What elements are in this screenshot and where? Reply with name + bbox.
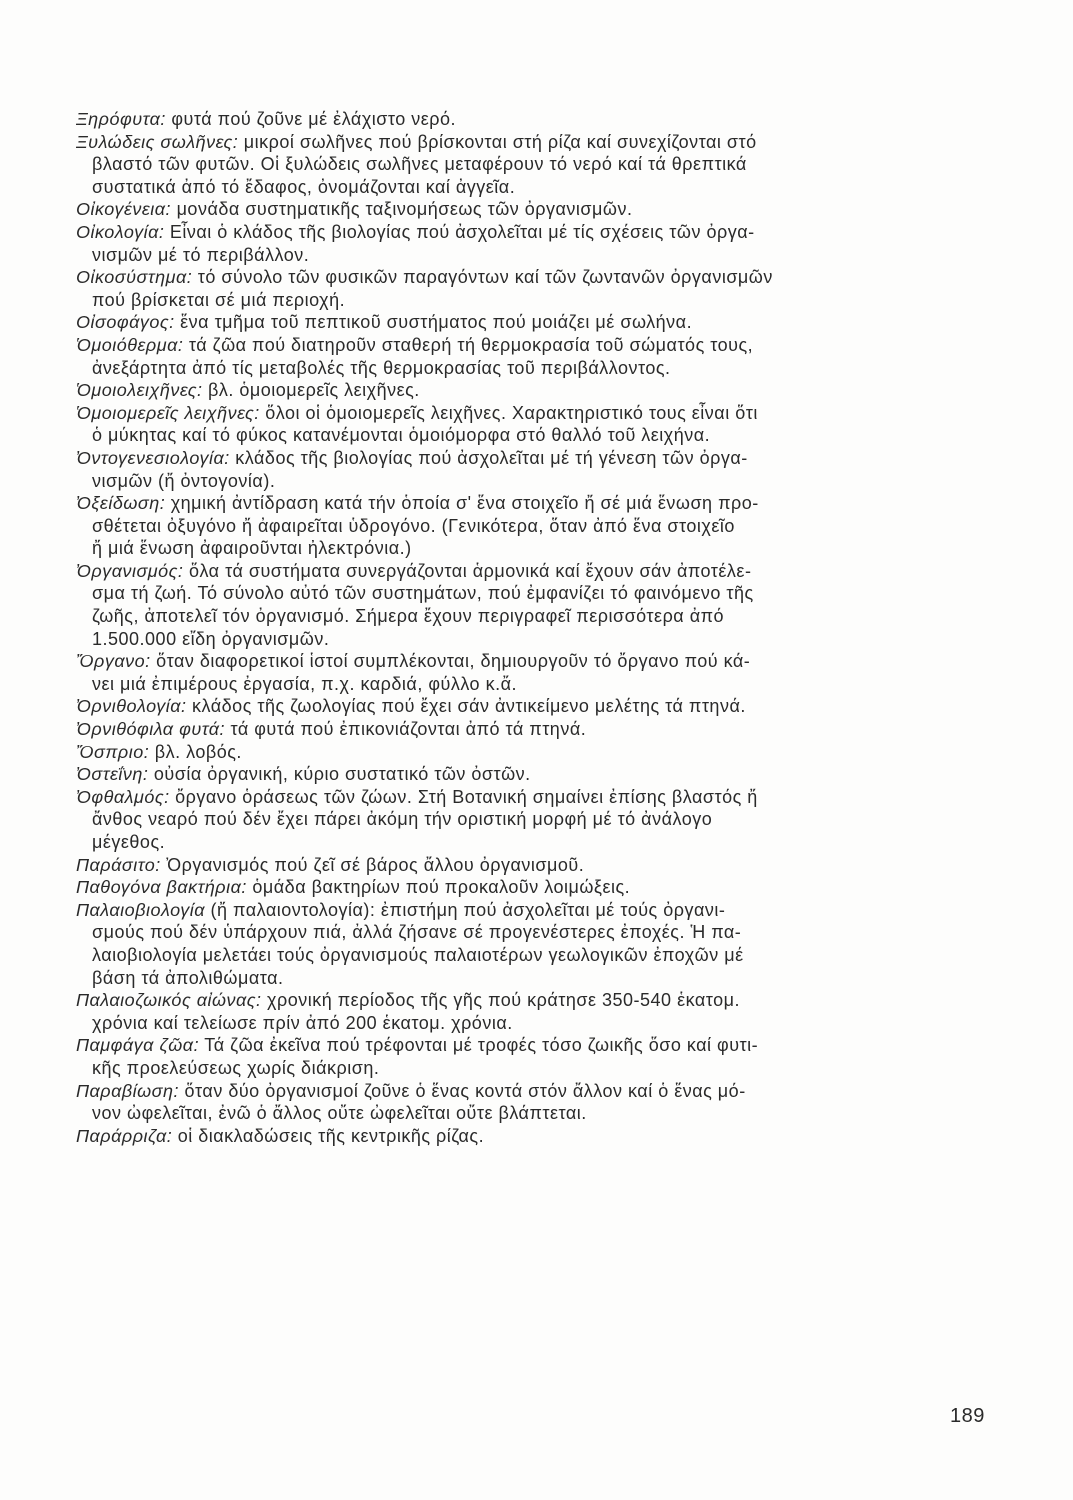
definition-text: μονάδα συστηματικῆς ταξινομήσεως τῶν ὀργανισμῶν. xyxy=(171,199,633,220)
entry-continuation-line xyxy=(76,944,996,967)
glossary-entry xyxy=(76,695,996,718)
definition-text: νον ὠφελεῖται, ἐνῶ ὁ ἄλλος οὔτε ὠφελεῖται οὔτε βλάπτεται. xyxy=(92,1103,587,1124)
entry-continuation-line xyxy=(76,357,996,380)
glossary-term: Οἰκογένεια: xyxy=(76,199,172,220)
definition-text: χρονική περίοδος τῆς γῆς πού κράτησε 350-540 ἑκατομ. xyxy=(261,990,741,1011)
glossary-term: Οἰκολογία: xyxy=(76,221,165,242)
glossary-term: Ὁμοιομερεῖς λειχῆνες: xyxy=(76,402,260,423)
entry-first-line xyxy=(76,695,996,718)
glossary-entry xyxy=(76,989,996,1034)
glossary-entry xyxy=(76,198,996,221)
entry-first-line xyxy=(76,899,996,922)
definition-text: χημική ἀντίδραση κατά τήν ὁποία σ' ἕνα στοιχεῖο ἤ σέ μιά ἕνωση προ- xyxy=(165,493,759,514)
glossary-entry xyxy=(76,560,996,650)
definition-text: (ἤ παλαιοντολογία): ἐπιστήμη πού ἀσχολεῖται μέ τούς ὀργανι- xyxy=(205,899,726,920)
glossary-entry xyxy=(76,786,996,854)
entry-first-line xyxy=(76,741,996,764)
definition-text: τό σύνολο τῶν φυσικῶν παραγόντων καί τῶν ζωντανῶν ὀργανισμῶν xyxy=(192,267,773,288)
definition-text: ὁμάδα βακτηρίων πού προκαλοῦν λοιμώξεις. xyxy=(246,877,631,898)
definition-text: μικροί σωλῆνες πού βρίσκονται στή ρίζα καί συνεχίζονται στό xyxy=(238,131,757,152)
definition-text: νισμῶν (ἤ ὀντογονία). xyxy=(92,470,276,491)
entry-first-line xyxy=(76,718,996,741)
definition-text: τά ζῶα πού διατηροῦν σταθερή τή θερμοκρασία τοῦ σώματός τους, xyxy=(183,334,754,355)
entry-continuation-line xyxy=(76,628,996,651)
glossary-entry xyxy=(76,899,996,989)
glossary-entry xyxy=(76,1125,996,1148)
glossary-term: Ὁμοιόθερμα: xyxy=(76,334,184,355)
entry-continuation-line xyxy=(76,537,996,560)
definition-text: χρόνια καί τελείωσε πρίν ἀπό 200 ἑκατομ. χρόνια. xyxy=(92,1012,513,1033)
definition-text: σμα τή ζωή. Τό σύνολο αὐτό τῶν συστημάτων, πού ἐμφανίζει τό φαινόμενο τῆς xyxy=(92,583,754,604)
glossary-entry xyxy=(76,854,996,877)
definition-text: Τά ζῶα ἐκεῖνα πού τρέφονται μέ τροφές τόσο ζωικῆς ὅσο καί φυτι- xyxy=(199,1035,759,1056)
glossary-term: Ὀργανισμός: xyxy=(76,560,184,581)
definition-text: βλ. λοβός. xyxy=(149,741,242,762)
entry-first-line xyxy=(76,1125,996,1148)
glossary-entry xyxy=(76,876,996,899)
glossary-entry xyxy=(76,379,996,402)
glossary-term: Ὀρνιθολογία: xyxy=(76,696,187,717)
definition-text: ὅλα τά συστήματα συνεργάζονται ἁρμονικά καί ἔχουν σάν ἀποτέλε- xyxy=(183,560,752,581)
definition-text: οἱ διακλαδώσεις τῆς κεντρικῆς ρίζας. xyxy=(172,1125,485,1146)
glossary-term: Ὀρνιθόφιλα φυτά: xyxy=(76,719,225,740)
definition-text: ἀνεξάρτητα ἀπό τίς μεταβολές τῆς θερμοκρασίας τοῦ περιβάλλοντος. xyxy=(92,357,671,378)
entry-first-line xyxy=(76,1034,996,1057)
definition-text: ἄνθος νεαρό πού δέν ἔχει πάρει ἀκόμη τήν οριστική μορφή μέ τό ἀνάλογο xyxy=(92,809,713,830)
entry-first-line xyxy=(76,221,996,244)
entry-first-line xyxy=(76,334,996,357)
definition-text: σμούς πού δέν ὑπάρχουν πιά, ἀλλά ζήσανε σέ προγενέστερες ἐποχές. Ἡ πα- xyxy=(92,922,742,943)
glossary-entry xyxy=(76,447,996,492)
glossary-entry xyxy=(76,741,996,764)
definition-text: κλάδος τῆς ζωολογίας πού ἔχει σάν ἀντικείμενο μελέτης τά πτηνά. xyxy=(186,696,746,717)
glossary-term: Ξυλώδεις σωλῆνες: xyxy=(76,131,239,152)
entry-first-line xyxy=(76,876,996,899)
glossary-entry xyxy=(76,402,996,447)
definition-text: βάση τά ἀπολιθώματα. xyxy=(92,967,284,988)
glossary-entry xyxy=(76,108,996,131)
entry-first-line xyxy=(76,108,996,131)
definition-text: οὐσία ὀργανική, κύριο συστατικό τῶν ὀστῶν. xyxy=(148,764,531,785)
entry-continuation-line xyxy=(76,424,996,447)
definition-text: σθέτεται ὀξυγόνο ἤ ἀφαιρεῖται ὑδρογόνο. (Γενικότερα, ὅταν ἀπό ἕνα στοιχεῖο xyxy=(92,515,735,536)
entry-first-line xyxy=(76,989,996,1012)
glossary-term: Ὁμοιολειχῆνες: xyxy=(76,380,203,401)
glossary-term: Παραβίωση: xyxy=(76,1080,180,1101)
definition-text: κῆς προελεύσεως χωρίς διάκριση. xyxy=(92,1057,380,1078)
definition-text: λαιοβιολογία μελετάει τούς ὀργανισμούς παλαιοτέρων γεωλογικῶν ἐποχῶν μέ xyxy=(92,944,744,965)
entry-first-line xyxy=(76,266,996,289)
entry-continuation-line xyxy=(76,1057,996,1080)
entry-first-line xyxy=(76,786,996,809)
entry-continuation-line xyxy=(76,808,996,831)
entry-first-line xyxy=(76,311,996,334)
entry-continuation-line xyxy=(76,470,996,493)
glossary-term: Παλαιοζωικός αἰώνας: xyxy=(76,990,262,1011)
definition-text: ὅταν διαφορετικοί ἱστοί συμπλέκονται, δημιουργοῦν τό ὄργανο πού κά- xyxy=(150,651,751,672)
entry-first-line xyxy=(76,650,996,673)
glossary-entry xyxy=(76,763,996,786)
definition-text: κλάδος τῆς βιολογίας πού ἀσχολεῖται μέ τή γένεση τῶν ὀργα- xyxy=(229,447,748,468)
definition-text: ζωῆς, ἀποτελεῖ τόν ὀργανισμό. Σήμερα ἔχουν περιγραφεῖ περισσότερα ἀπό xyxy=(92,606,725,627)
glossary-entry xyxy=(76,131,996,199)
entry-continuation-line xyxy=(76,921,996,944)
glossary-term: Παράρριζα: xyxy=(76,1125,173,1146)
glossary-term: Παλαιοβιολογία xyxy=(76,899,206,920)
glossary-entry xyxy=(76,718,996,741)
definition-text: Εἶναι ὁ κλάδος τῆς βιολογίας πού ἀσχολεῖται μέ τίς σχέσεις τῶν ὀργα- xyxy=(164,221,755,242)
definition-text: πού βρίσκεται σέ μιά περιοχή. xyxy=(92,289,346,310)
definition-text: νισμῶν μέ τό περιβάλλον. xyxy=(92,244,310,265)
entry-first-line xyxy=(76,198,996,221)
definition-text: ὁ μύκητας καί τό φύκος κατανέμονται ὁμοιόμορφα στό θαλλό τοῦ λειχήνα. xyxy=(92,425,711,446)
glossary-term: Ὀξείδωση: xyxy=(76,493,166,514)
definition-text: ὄργανο ὁράσεως τῶν ζώων. Στή Βοτανική σημαίνει ἐπίσης βλαστός ἤ xyxy=(169,786,758,807)
page-number: 189 xyxy=(950,1405,985,1427)
entry-continuation-line xyxy=(76,244,996,267)
entry-first-line xyxy=(76,763,996,786)
definition-text: τά φυτά πού ἐπικονιάζονται ἀπό τά πτηνά. xyxy=(224,719,587,740)
glossary-term: Ξηρόφυτα: xyxy=(76,109,166,129)
definition-text: ὅταν δύο ὀργανισμοί ζοῦνε ὁ ἕνας κοντά στόν ἄλλον καί ὁ ἕνας μό- xyxy=(179,1080,746,1101)
entry-continuation-line xyxy=(76,831,996,854)
glossary-list xyxy=(76,108,996,1147)
definition-text: 1.500.000 εἴδη ὀργανισμῶν. xyxy=(92,628,330,649)
glossary-term: Ὀφθαλμός: xyxy=(76,786,170,807)
definition-text: Ὀργανισμός πού ζεῖ σέ βάρος ἄλλου ὀργανισμοῦ. xyxy=(160,854,585,875)
glossary-term: Παράσιτο: xyxy=(76,854,161,875)
entry-continuation-line xyxy=(76,1102,996,1125)
definition-text: ὅλοι οἱ ὁμοιομερεῖς λειχῆνες. Χαρακτηριστικό τους εἶναι ὅτι xyxy=(259,402,758,423)
glossary-entry xyxy=(76,266,996,311)
glossary-term: Ὀντογενεσιολογία: xyxy=(76,447,230,468)
definition-text: φυτά πού ζοῦνε μέ ἐλάχιστο νερό. xyxy=(165,109,457,129)
definition-text: βλ. ὁμοιομερεῖς λειχῆνες. xyxy=(202,380,420,401)
entry-continuation-line xyxy=(76,582,996,605)
definition-text: βλαστό τῶν φυτῶν. Οἱ ξυλώδεις σωλῆνες μεταφέρουν τό νερό καί τά θρεπτικά xyxy=(92,154,747,175)
definition-text: ἕνα τμῆμα τοῦ πεπτικοῦ συστήματος πού μοιάζει μέ σωλήνα. xyxy=(174,312,693,333)
entry-continuation-line xyxy=(76,605,996,628)
definition-text: μέγεθος. xyxy=(92,832,166,852)
glossary-entry xyxy=(76,334,996,379)
definition-text: ἤ μιά ἕνωση ἀφαιροῦνται ἠλεκτρόνια.) xyxy=(92,538,412,559)
glossary-term: Ὄσπριο: xyxy=(76,741,150,762)
entry-continuation-line xyxy=(76,1012,996,1035)
entry-first-line xyxy=(76,560,996,583)
glossary-entry xyxy=(76,650,996,695)
glossary-entry xyxy=(76,1034,996,1079)
entry-first-line xyxy=(76,1080,996,1103)
glossary-term: Ὄργανο: xyxy=(76,651,151,672)
entry-continuation-line xyxy=(76,289,996,312)
glossary-term: Οἰσοφάγος: xyxy=(76,312,175,333)
glossary-term: Ὀστεΐνη: xyxy=(76,764,149,785)
glossary-term: Παμφάγα ζῶα: xyxy=(76,1035,200,1056)
entry-first-line xyxy=(76,854,996,877)
entry-first-line xyxy=(76,492,996,515)
definition-text: νει μιά ἐπιμέρους ἐργασία, π.χ. καρδιά, φύλλο κ.ἄ. xyxy=(92,673,517,694)
glossary-term: Παθογόνα βακτήρια: xyxy=(76,877,247,898)
entry-continuation-line xyxy=(76,515,996,538)
glossary-entry xyxy=(76,1080,996,1125)
glossary-entry xyxy=(76,492,996,560)
entry-continuation-line xyxy=(76,967,996,990)
glossary-term: Οἰκοσύστημα: xyxy=(76,267,193,288)
entry-continuation-line xyxy=(76,176,996,199)
definition-text: συστατικά ἀπό τό ἔδαφος, ὀνομάζονται καί ἀγγεῖα. xyxy=(92,176,516,197)
entry-first-line xyxy=(76,402,996,425)
entry-first-line xyxy=(76,379,996,402)
entry-continuation-line xyxy=(76,153,996,176)
entry-continuation-line xyxy=(76,673,996,696)
glossary-entry xyxy=(76,221,996,266)
entry-first-line xyxy=(76,131,996,154)
entry-first-line xyxy=(76,447,996,470)
glossary-entry xyxy=(76,311,996,334)
